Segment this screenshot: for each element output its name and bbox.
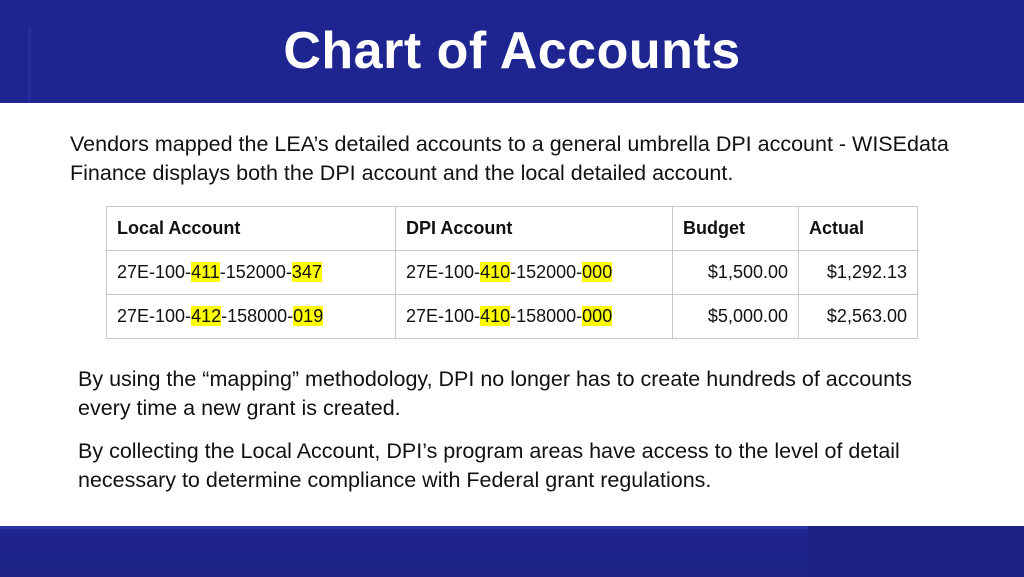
account-segment: 27E-100- bbox=[406, 262, 481, 282]
budget-cell: $5,000.00 bbox=[673, 295, 799, 339]
account-segment: -152000- bbox=[219, 262, 292, 282]
mapping-paragraph: By using the “mapping” methodology, DPI no longer has to create hundreds of accounts every time a new grant is created. bbox=[78, 367, 912, 420]
dpi-account-cell bbox=[396, 251, 673, 295]
local-account-cell bbox=[107, 251, 396, 295]
highlighted-segment: 019 bbox=[293, 306, 324, 326]
table-row bbox=[107, 251, 918, 295]
highlighted-segment: 412 bbox=[191, 306, 222, 326]
account-segment: -152000- bbox=[510, 262, 583, 282]
local-account-cell bbox=[107, 295, 396, 339]
page-title: Chart of Accounts bbox=[283, 21, 741, 80]
account-segment: -158000- bbox=[510, 306, 583, 326]
highlighted-segment: 410 bbox=[480, 306, 511, 326]
header-actual: Actual bbox=[799, 207, 918, 251]
footer-bar bbox=[0, 526, 1024, 577]
accounts-table bbox=[106, 206, 918, 339]
account-segment: 27E-100- bbox=[117, 306, 192, 326]
actual-cell: $1,292.13 bbox=[799, 251, 918, 295]
table-header-row bbox=[107, 207, 918, 251]
actual-cell: $2,563.00 bbox=[799, 295, 918, 339]
highlighted-segment: 000 bbox=[582, 306, 613, 326]
title-bar bbox=[0, 0, 1024, 103]
table-row bbox=[107, 295, 918, 339]
intro-text: Vendors mapped the LEA’s detailed accounts to a general umbrella DPI account - WISEdata Finance displays both the DPI account and the local detailed account. bbox=[70, 132, 949, 185]
header-budget: Budget bbox=[673, 207, 799, 251]
highlighted-segment: 000 bbox=[582, 262, 613, 282]
account-segment: 27E-100- bbox=[117, 262, 192, 282]
account-segment: -158000- bbox=[221, 306, 294, 326]
highlighted-segment: 347 bbox=[291, 262, 322, 282]
budget-cell: $1,500.00 bbox=[673, 251, 799, 295]
highlighted-segment: 410 bbox=[480, 262, 511, 282]
dpi-account-cell bbox=[396, 295, 673, 339]
header-dpi-account: DPI Account bbox=[396, 207, 673, 251]
account-segment: 27E-100- bbox=[406, 306, 481, 326]
header-local-account: Local Account bbox=[107, 207, 396, 251]
highlighted-segment: 411 bbox=[191, 262, 220, 282]
local-account-paragraph: By collecting the Local Account, DPI’s program areas have access to the level of detail necessary to determine compliance with Federal grant regulations. bbox=[78, 439, 900, 492]
